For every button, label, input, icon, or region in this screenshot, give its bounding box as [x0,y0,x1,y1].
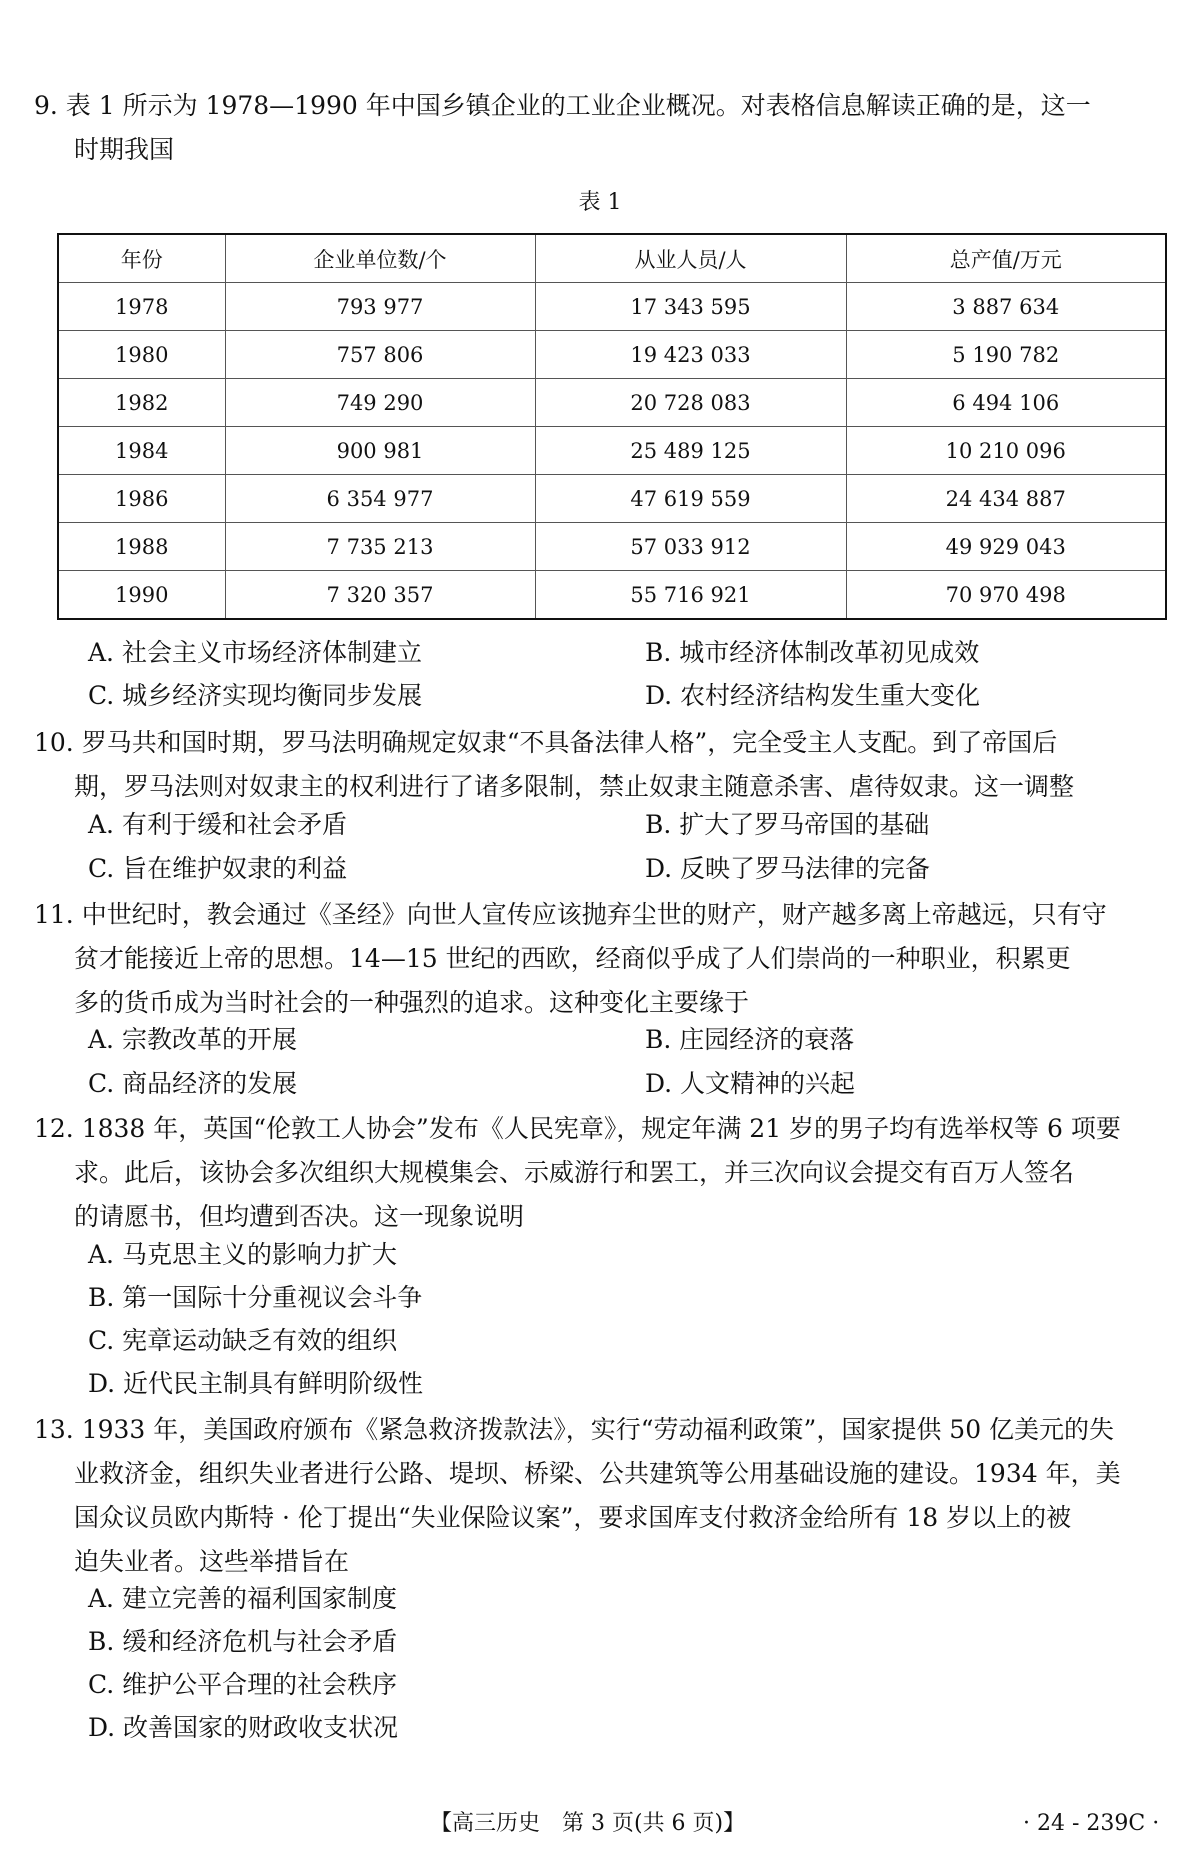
q9-stem-line1: 9. 表 1 所示为 1978—1990 年中国乡镇企业的工业企业概况。对表格信息解读正确的是，这一 [34,91,1091,120]
table-cell: 6 494 106 [846,379,1166,427]
table-cell: 57 033 912 [535,523,846,571]
q11-stem-line3: 多的货币成为当时社会的一种强烈的追求。这种变化主要缘于 [74,988,750,1017]
table-header-cell: 总产值/万元 [846,234,1166,283]
q9-option-c[interactable]: C. 城乡经济实现均衡同步发展 [88,681,423,710]
table-header-cell: 从业人员/人 [535,234,846,283]
q12-stem [34,1107,1164,1239]
table-cell: 55 716 921 [535,571,846,620]
q11-stem-line2: 贫才能接近上帝的思想。14—15 世纪的西欧，经商似乎成了人们崇尚的一种职业，积累更 [74,944,1071,973]
q13-option-c[interactable]: C. 维护公平合理的社会秩序 [88,1670,398,1699]
footer-exam-code: · 24 - 239C · [1023,1811,1160,1836]
table-cell: 793 977 [225,283,535,331]
table-cell: 3 887 634 [846,283,1166,331]
q13-option-d[interactable]: D. 改善国家的财政收支状况 [88,1713,399,1742]
table-row [58,523,1166,571]
q10-stem-line2: 期，罗马法则对奴隶主的权利进行了诸多限制，禁止奴隶主随意杀害、虐待奴隶。这一调整 [74,772,1075,801]
table-cell: 47 619 559 [535,475,846,523]
table-cell: 24 434 887 [846,475,1166,523]
township-enterprise-table [57,233,1167,620]
q13-option-b[interactable]: B. 缓和经济危机与社会矛盾 [88,1627,398,1656]
table-cell: 20 728 083 [535,379,846,427]
table-cell: 1984 [58,427,225,475]
table-row [58,331,1166,379]
q11-option-d[interactable]: D. 人文精神的兴起 [645,1069,856,1098]
q9-option-a[interactable]: A. 社会主义市场经济体制建立 [88,638,422,667]
table-header-row [58,234,1166,283]
table-cell: 1988 [58,523,225,571]
q12-stem-line2: 求。此后，该协会多次组织大规模集会、示威游行和罢工，并三次向议会提交有百万人签名 [74,1158,1075,1187]
table-cell: 19 423 033 [535,331,846,379]
q13-stem [34,1408,1164,1584]
q9-stem-line2: 时期我国 [74,135,175,164]
table-cell: 1982 [58,379,225,427]
q13-stem-line4: 迫失业者。这些举措旨在 [74,1547,350,1576]
q12-stem-line3: 的请愿书，但均遭到否决。这一现象说明 [74,1202,525,1231]
q10-option-c[interactable]: C. 旨在维护奴隶的利益 [88,854,348,883]
table-cell: 6 354 977 [225,475,535,523]
table-cell: 70 970 498 [846,571,1166,620]
q13-option-a[interactable]: A. 建立完善的福利国家制度 [88,1584,397,1613]
q13-stem-line1: 13. 1933 年，美国政府颁布《紧急救济拨款法》，实行“劳动福利政策”，国家提供 50 亿美元的失 [34,1415,1115,1444]
q13-stem-line3: 国众议员欧内斯特 · 伦丁提出“失业保险议案”，要求国库支付救济金给所有 18 岁以上的被 [74,1503,1072,1532]
table-cell: 10 210 096 [846,427,1166,475]
q10-option-a[interactable]: A. 有利于缓和社会矛盾 [88,810,347,839]
q11-option-b[interactable]: B. 庄园经济的衰落 [645,1025,855,1054]
table-cell: 900 981 [225,427,535,475]
table-row [58,283,1166,331]
q10-option-b[interactable]: B. 扩大了罗马帝国的基础 [645,810,930,839]
table-cell: 7 320 357 [225,571,535,620]
table-cell: 25 489 125 [535,427,846,475]
q12-option-b[interactable]: B. 第一国际十分重视议会斗争 [88,1283,423,1312]
q9-stem [34,84,1164,172]
q12-option-d[interactable]: D. 近代民主制具有鲜明阶级性 [88,1369,424,1398]
table-row [58,379,1166,427]
table-cell: 49 929 043 [846,523,1166,571]
q11-stem-line1: 11. 中世纪时，教会通过《圣经》向世人宣传应该抛弃尘世的财产，财产越多离上帝越远，只有守 [34,900,1107,929]
footer-page-info: 【高三历史 第 3 页(共 6 页)】 [430,1811,746,1836]
table-row [58,475,1166,523]
table-header-cell: 企业单位数/个 [225,234,535,283]
table-cell: 7 735 213 [225,523,535,571]
q10-option-d[interactable]: D. 反映了罗马法律的完备 [645,854,931,883]
table-cell: 757 806 [225,331,535,379]
table-cell: 1978 [58,283,225,331]
table-caption: 表 1 [578,190,622,215]
q12-option-a[interactable]: A. 马克思主义的影响力扩大 [88,1240,397,1269]
table-cell: 17 343 595 [535,283,846,331]
q11-option-a[interactable]: A. 宗教改革的开展 [88,1025,297,1054]
q13-stem-line2: 业救济金，组织失业者进行公路、堤坝、桥梁、公共建筑等公用基础设施的建设。1934 年，美 [74,1459,1121,1488]
table-row [58,571,1166,620]
q11-stem [34,893,1164,1025]
q10-stem-line1: 10. 罗马共和国时期，罗马法明确规定奴隶“不具备法律人格”，完全受主人支配。到了帝国后 [34,728,1058,757]
table-header-cell: 年份 [58,234,225,283]
table-cell: 1986 [58,475,225,523]
q11-option-c[interactable]: C. 商品经济的发展 [88,1069,298,1098]
table-cell: 1980 [58,331,225,379]
table-cell: 5 190 782 [846,331,1166,379]
q9-option-d[interactable]: D. 农村经济结构发生重大变化 [645,681,981,710]
table-cell: 1990 [58,571,225,620]
q12-stem-line1: 12. 1838 年，英国“伦敦工人协会”发布《人民宪章》，规定年满 21 岁的男子均有选举权等 6 项要 [34,1114,1121,1143]
table-cell: 749 290 [225,379,535,427]
q12-option-c[interactable]: C. 宪章运动缺乏有效的组织 [88,1326,398,1355]
q10-stem [34,721,1164,809]
table-row [58,427,1166,475]
q9-option-b[interactable]: B. 城市经济体制改革初见成效 [645,638,980,667]
